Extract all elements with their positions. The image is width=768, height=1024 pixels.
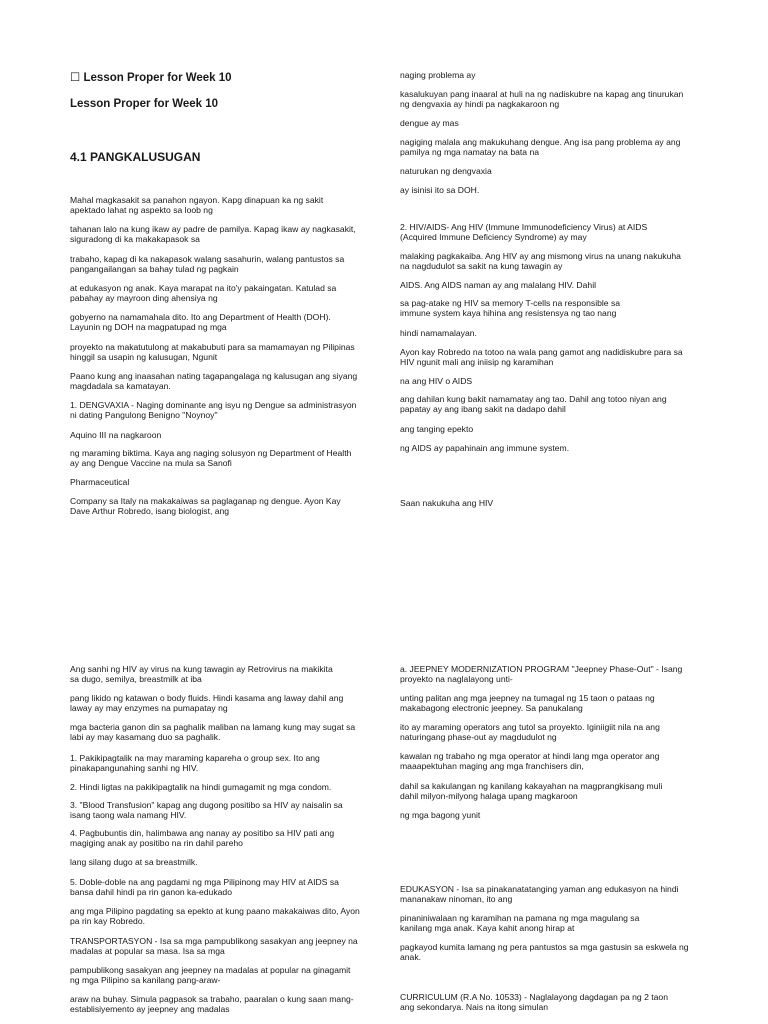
right-paragraph: nagiging malala ang makukuhang dengue. Ang isa pang problema ay ang pamilya ng mga namatay na bata na — [400, 137, 681, 158]
left-paragraph: 2. Hindi ligtas na pakikipagtalik na hindi gumagamit ng mga condom. — [70, 782, 332, 792]
right-paragraph: malaking pagkakaiba. Ang HIV ay ang mismong virus na unang nakukuha na nagdudulot sa sakit na kung tawagin ay — [400, 251, 681, 272]
right-paragraph: CURRICULUM (R.A No. 10533) - Naglalayong dagdagan pa ng 2 taon ang sekondarya. Nais na itong simulan — [400, 992, 668, 1013]
left-paragraph: lang silang dugo at sa breastmilk. — [70, 857, 198, 867]
right-paragraph: ay isinisi ito sa DOH. — [400, 185, 480, 195]
right-paragraph: Ayon kay Robredo na totoo na wala pang gamot ang nadidiskubre para sa HIV ngunit mali ang iniisip ng karamihan — [400, 347, 683, 368]
left-paragraph: proyekto na makatutulong at makabubuti para sa mamamayan ng Pilipinas hinggil sa usapin ng kalusugan, Ngunit — [70, 342, 355, 363]
left-paragraph: 4.1 PANGKALUSUGAN — [70, 150, 201, 164]
left-column — [70, 0, 370, 1024]
left-paragraph: pampublikong sasakyan ang jeepney na madalas at popular na ginagamit ng mga Pilipino sa kanilang pang-araw- — [70, 965, 351, 986]
left-paragraph: Ang sanhi ng HIV ay virus na kung tawagin ay Retrovirus na makikita sa dugo, semilya, breastmilk at iba — [70, 664, 333, 685]
right-paragraph: naging problema ay — [400, 70, 476, 80]
right-paragraph: EDUKASYON - Isa sa pinakanatatanging yaman ang edukasyon na hindi mananakaw ninoman, ito ang — [400, 884, 679, 905]
right-paragraph: Saan nakukuha ang HIV — [400, 498, 494, 508]
right-paragraph: ang dahilan kung bakit namamatay ang tao. Dahil ang totoo niyan ang papatay ay ang ibang sakit na dadapo dahil — [400, 394, 667, 415]
right-paragraph: kasalukuyan pang inaaral at huli na ng nadiskubre na kapag ang tinurukan ng dengvaxia ay hindi pa nagkakaroon ng — [400, 89, 684, 110]
left-paragraph: pang likido ng katawan o body fluids. Hindi kasama ang laway dahil ang laway ay may enzymes na pumapatay ng — [70, 693, 344, 714]
left-paragraph: Lesson Proper for Week 10 — [70, 98, 219, 110]
right-paragraph: dahil sa kakulangan ng kanilang kakayahan na magprangkisang muli dahil milyon-milyong halaga upang magkaroon — [400, 781, 663, 802]
right-paragraph: pinaniniwalaan ng karamihan na pamana ng mga magulang sa kanilang mga anak. Kaya kahit anong hirap at — [400, 913, 640, 934]
left-paragraph: 1. DENGVAXIA - Naging dominante ang isyu ng Dengue sa administrasyon ni dating Pangulong Benigno "Noynoy" — [70, 400, 357, 421]
left-paragraph: araw na buhay. Simula pagpasok sa trabaho, paaralan o kung saan mang- establisiyemento ay jeepney ang madalas — [70, 994, 354, 1015]
right-paragraph: AIDS. Ang AIDS naman ay ang malalang HIV. Dahil — [400, 280, 597, 290]
right-paragraph: ang tanging epekto — [400, 424, 474, 434]
right-paragraph: na ang HIV o AIDS — [400, 376, 473, 386]
left-paragraph: 4. Pagbubuntis din, halimbawa ang nanay ay positibo sa HIV pati ang magiging anak ay positibo na rin dahil pareho — [70, 828, 335, 849]
right-paragraph: 2. HIV/AIDS- Ang HIV (Immune Immunodeficiency Virus) at AIDS (Acquired Immune Deficiency Syndrome) ay may — [400, 222, 648, 243]
left-paragraph: mga bacteria ganon din sa paghalik maliban na lamang kung may sugat sa labi ay may kasamang duo sa paghalik. — [70, 722, 356, 743]
right-paragraph: a. JEEPNEY MODERNIZATION PROGRAM "Jeepney Phase-Out" - Isang proyekto na naglalayong unti- — [400, 664, 683, 685]
left-paragraph: trabaho, kapag di ka nakapasok walang sasahurin, walang pantustos sa pangangailangan sa bahay tulad ng pagkain — [70, 254, 345, 275]
left-paragraph: ng maraming biktima. Kaya ang naging solusyon ng Department of Health ay ang Dengue Vaccine na mula sa Sanofi — [70, 448, 352, 469]
left-paragraph: 3. "Blood Transfusion" kapag ang dugong positibo sa HIV ay naisalin sa isang taong wala namang HIV. — [70, 800, 343, 821]
left-paragraph: Mahal magkasakit sa panahon ngayon. Kapg dinapuan ka ng sakit apektado lahat ng aspekto sa loob ng — [70, 195, 324, 216]
right-paragraph: ito ay maraming operators ang tutol sa proyekto. Iginiigiit nila na ang naturingang phase-out ay magdudulot ng — [400, 722, 660, 743]
right-paragraph: ng AIDS ay papahinain ang immune system. — [400, 443, 570, 453]
left-paragraph: at edukasyon ng anak. Kaya marapat na ito'y pakaingatan. Katulad sa pabahay ay mayroon ding ahensiya ng — [70, 283, 337, 304]
right-paragraph: naturukan ng dengvaxia — [400, 166, 492, 176]
left-paragraph: TRANSPORTASYON - Isa sa mga pampublikong sasakyan ang jeepney na madalas at popular sa masa. Isa sa mga — [70, 936, 358, 957]
left-paragraph: ☐ Lesson Proper for Week 10 — [70, 72, 232, 84]
right-paragraph: ng mga bagong yunit — [400, 810, 481, 820]
left-paragraph: 1. Pakikipagtalik na may maraming kapareha o group sex. Ito ang pinakapangunahing sanhi ng HIV. — [70, 753, 320, 774]
right-paragraph: sa pag-atake ng HIV sa memory T-cells na responsible sa immune system kaya hihina ang resistensya ng tao nang — [400, 298, 621, 319]
right-paragraph: hindi namamalayan. — [400, 328, 477, 338]
right-paragraph: dengue ay mas — [400, 118, 459, 128]
left-paragraph: 5. Doble-doble na ang pagdami ng mga Pilipinong may HIV at AIDS sa bansa dahil hindi pa rin ganon ka-edukado — [70, 877, 339, 898]
left-paragraph: gobyerno na namamahala dito. Ito ang Department of Health (DOH). Layunin ng DOH na magpatupad ng mga — [70, 312, 331, 333]
left-paragraph: Aquino III na nagkaroon — [70, 430, 162, 440]
left-paragraph: Paano kung ang inaasahan nating tagapangalaga ng kalusugan ang siyang magdadala sa kamatayan. — [70, 371, 358, 392]
left-paragraph: Pharmaceutical — [70, 477, 130, 487]
left-paragraph: ang mga Pilipino pagdating sa epekto at kung paano makakaiwas dito, Ayon pa rin kay Robredo. — [70, 906, 360, 927]
left-paragraph: tahanan lalo na kung ikaw ay padre de pamilya. Kapag ikaw ay nagkasakit, siguradong di ka makakapasok sa — [70, 224, 356, 245]
right-paragraph: pagkayod kumita lamang ng pera pantustos sa mga gastusin sa eskwela ng anak. — [400, 942, 689, 963]
left-paragraph: Company sa Italy na makakaiwas sa paglaganap ng dengue. Ayon Kay Dave Arthur Robredo, isang biologist, ang — [70, 496, 341, 517]
right-column — [400, 0, 700, 1024]
right-paragraph: kawalan ng trabaho ng mga operator at hindi lang mga operator ang maaapektuhan maging ang mga franchisers din, — [400, 751, 660, 772]
right-paragraph: unting palitan ang mga jeepney na tumagal ng 15 taon o pataas ng makabagong electronic jeepney. Sa panukalang — [400, 693, 655, 714]
